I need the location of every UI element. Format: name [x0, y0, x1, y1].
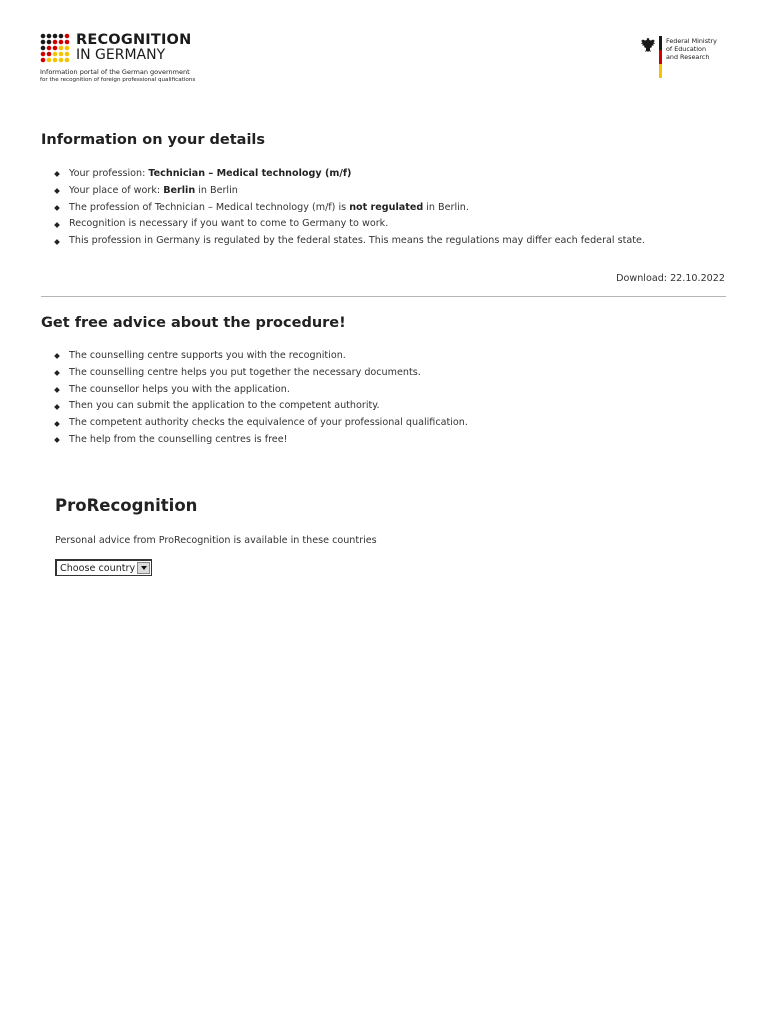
logo-subtitle: IN GERMANY — [76, 47, 166, 63]
prorecognition-heading: ProRecognition — [55, 496, 198, 515]
dots-logo-icon — [40, 33, 70, 63]
list-item — [41, 183, 645, 200]
list-item — [41, 432, 468, 449]
item-bold-text: not regulated — [349, 201, 424, 213]
ministry-line: and Research — [666, 53, 710, 61]
item-text: The help from the counselling centres is free! — [69, 433, 288, 445]
german-flag-bar — [659, 36, 662, 78]
bullet-icon — [54, 188, 60, 194]
section-divider — [41, 296, 726, 297]
ministry-name — [666, 37, 717, 61]
bullet-icon — [54, 172, 60, 178]
bullet-icon — [54, 438, 60, 444]
logo-title: RECOGNITION — [76, 32, 192, 48]
item-bold-text: Berlin — [163, 184, 196, 196]
item-bold-text: Technician – Medical technology (m/f) — [148, 168, 352, 179]
item-text: in Berlin. — [423, 201, 469, 213]
list-item — [41, 398, 468, 415]
details-list — [41, 166, 645, 250]
bullet-icon — [54, 404, 60, 410]
logo-tagline-2: for the recognition of foreign professional qualifications — [40, 77, 196, 83]
item-text: The counselling centre helps you put together the necessary documents. — [69, 366, 421, 378]
item-text: in Berlin — [195, 184, 238, 196]
list-item — [41, 166, 645, 183]
advice-list — [41, 348, 468, 449]
bullet-icon — [54, 387, 60, 393]
item-text: Your place of work: — [69, 184, 164, 196]
bullet-icon — [54, 421, 60, 427]
dropdown-button[interactable] — [137, 562, 150, 574]
page-header — [0, 0, 768, 100]
bullet-icon — [54, 222, 60, 228]
list-item — [41, 365, 468, 382]
bullet-icon — [54, 354, 60, 360]
item-text: The counsellor helps you with the application. — [69, 383, 290, 395]
ministry-line: Federal Ministry — [666, 37, 717, 45]
bullet-icon — [54, 205, 60, 211]
prorecognition-text: Personal advice from ProRecognition is available in these countries — [55, 535, 377, 546]
bullet-icon — [54, 370, 60, 376]
chevron-down-icon — [141, 566, 147, 570]
federal-eagle-icon — [640, 37, 656, 53]
ministry-line: of Education — [666, 45, 707, 53]
item-text: The competent authority checks the equivalence of your professional qualification. — [69, 417, 468, 429]
download-date: Download: 22.10.2022 — [616, 273, 725, 284]
item-text: This profession in Germany is regulated by the federal states. This means the regulations may differ each federal state. — [69, 235, 645, 247]
list-item — [41, 200, 645, 217]
ministry-logo[interactable] — [600, 30, 728, 80]
item-text: Then you can submit the application to the competent authority. — [69, 400, 380, 412]
country-select[interactable] — [55, 559, 152, 576]
bullet-icon — [54, 239, 60, 245]
logo-tagline-1: Information portal of the German government — [40, 68, 190, 76]
list-item — [41, 415, 468, 432]
item-text: Your profession: — [69, 168, 149, 179]
list-item — [41, 348, 468, 365]
advice-heading: Get free advice about the procedure! — [41, 315, 346, 331]
list-item — [41, 216, 645, 233]
details-heading: Information on your details — [41, 132, 266, 148]
item-text: Recognition is necessary if you want to come to Germany to work. — [69, 218, 389, 230]
recognition-in-germany-logo[interactable] — [40, 32, 210, 88]
item-text: The counselling centre supports you with the recognition. — [69, 350, 346, 361]
list-item — [41, 382, 468, 399]
item-text: The profession of Technician – Medical technology (m/f) is — [69, 201, 350, 213]
list-item — [41, 233, 645, 250]
country-select-value: Choose country — [60, 563, 136, 574]
